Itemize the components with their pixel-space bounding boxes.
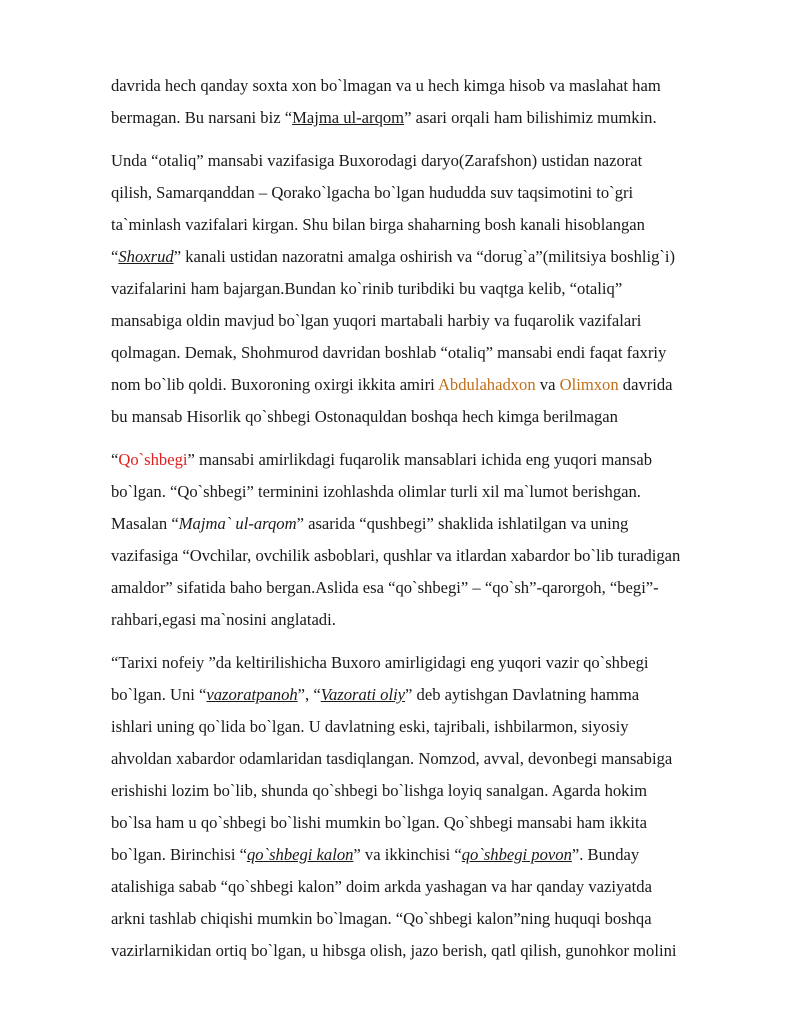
paragraph bbox=[111, 145, 746, 433]
text-run: ” kanali ustidan nazoratni amalga oshirish va “dorug`a”(militsiya boshlig`i) bbox=[173, 247, 676, 266]
text-line bbox=[111, 209, 746, 241]
text-line bbox=[111, 177, 746, 209]
hyperlink[interactable]: Vazorati oliy bbox=[320, 685, 406, 704]
text-run: va bbox=[535, 375, 560, 394]
emphasized-text: Majma` ul-arqom bbox=[178, 514, 297, 533]
text-line bbox=[111, 241, 746, 273]
text-line bbox=[111, 807, 746, 839]
text-run: qolmagan. Demak, Shohmurod davridan boshlab “otaliq” mansabi endi faqat faxriy bbox=[111, 343, 667, 362]
text-run: ”. Bunday bbox=[571, 845, 640, 864]
emphasized-text: Olimxon bbox=[559, 375, 619, 394]
text-run: ”, “ bbox=[297, 685, 321, 704]
text-run: ” deb aytishgan Davlatning hamma bbox=[405, 685, 640, 704]
text-line bbox=[111, 337, 746, 369]
text-line bbox=[111, 540, 746, 572]
text-run: amaldor” sifatida baho bergan.Aslida esa “qo`shbegi” – “qo`sh”-qarorgoh, “begi”- bbox=[111, 578, 659, 597]
text-line bbox=[111, 273, 746, 305]
hyperlink[interactable]: qo`shbegi kalon bbox=[246, 845, 354, 864]
hyperlink[interactable]: vazoratpanoh bbox=[206, 685, 298, 704]
text-run: ” asari orqali ham bilishimiz mumkin. bbox=[404, 108, 657, 127]
hyperlink[interactable]: qo`shbegi povon bbox=[461, 845, 572, 864]
text-run: davrida hech qanday soxta xon bo`lmagan va u hech kimga hisob va maslahat ham bbox=[111, 76, 661, 95]
emphasized-text: Abdulahadxon bbox=[437, 375, 536, 394]
text-line bbox=[111, 476, 746, 508]
text-line bbox=[111, 775, 746, 807]
text-run: erishishi lozim bo`lib, shunda qo`shbegi bo`lishga loyiq sanalgan. Agarda hokim bbox=[111, 781, 647, 800]
text-line bbox=[111, 401, 746, 433]
text-run: vazifasiga “Ovchilar, ovchilik asboblari, qushlar va itlardan xabardor bo`lib turadigan bbox=[111, 546, 681, 565]
text-run: bo`lgan. Uni “ bbox=[111, 685, 207, 704]
text-run: ta`minlash vazifalari kirgan. Shu bilan birga shaharning bosh kanali hisoblangan bbox=[111, 215, 645, 234]
text-run: arkni tashlab chiqishi mumkin bo`lmagan. “Qo`shbegi kalon”ning huquqi boshqa bbox=[111, 909, 652, 928]
text-run: “ bbox=[111, 247, 119, 266]
text-line bbox=[111, 572, 746, 604]
text-line bbox=[111, 369, 746, 401]
text-run: ” asarida “qushbegi” shaklida ishlatilgan va uning bbox=[296, 514, 629, 533]
text-line bbox=[111, 102, 746, 134]
text-run: qilish, Samarqanddan – Qorako`lgacha bo`lgan hududda suv taqsimotini to`gri bbox=[111, 183, 634, 202]
text-run: davrida bbox=[618, 375, 673, 394]
text-run: “Tarixi nofeiy ”da keltirilishicha Buxoro amirligidagi eng yuqori vazir qo`shbegi bbox=[111, 653, 649, 672]
text-run: atalishiga sabab “qo`shbegi kalon” doim arkda yashagan va har qanday vaziyatda bbox=[111, 877, 652, 896]
text-run: bo`lgan. Birinchisi “ bbox=[111, 845, 247, 864]
text-run: ishlari uning qo`lida bo`lgan. U davlatning eski, tajribali, ishbilarmon, siyosiy bbox=[111, 717, 629, 736]
text-line bbox=[111, 305, 746, 337]
text-line bbox=[111, 871, 746, 903]
text-run: nom bo`lib qoldi. Buxoroning oxirgi ikkita amiri bbox=[111, 375, 438, 394]
text-run: bermagan. Bu narsani biz “ bbox=[111, 108, 293, 127]
text-run: vazirlarnikidan ortiq bo`lgan, u hibsga olish, jazo berish, qatl qilish, gunohkor molini bbox=[111, 941, 677, 960]
text-run: Masalan “ bbox=[111, 514, 179, 533]
text-line bbox=[111, 711, 746, 743]
hyperlink[interactable]: Shoxrud bbox=[118, 247, 174, 266]
text-line bbox=[111, 935, 746, 967]
text-line bbox=[111, 145, 746, 177]
text-run: vazifalarini ham bajargan.Bundan ko`rinib turibdiki bu vaqtga kelib, “otaliq” bbox=[111, 279, 623, 298]
hyperlink[interactable]: Majma ul-arqom bbox=[292, 108, 405, 127]
text-run: ” va ikkinchisi “ bbox=[353, 845, 462, 864]
text-run: Unda “otaliq” mansabi vazifasiga Buxorodagi daryo(Zarafshon) ustidan nazorat bbox=[111, 151, 643, 170]
paragraph bbox=[111, 70, 746, 134]
text-run: ahvoldan xabardor odamlaridan tasdiqlangan. Nomzod, avval, devonbegi mansabiga bbox=[111, 749, 673, 768]
text-line bbox=[111, 604, 746, 636]
text-run: rahbari,egasi ma`nosini anglatadi. bbox=[111, 610, 336, 629]
text-line bbox=[111, 70, 746, 102]
text-line bbox=[111, 444, 746, 476]
text-run: bo`lsa ham u qo`shbegi bo`lishi mumkin bo`lgan. Qo`shbegi mansabi ham ikkita bbox=[111, 813, 647, 832]
text-run: ” mansabi amirlikdagi fuqarolik mansablari ichida eng yuqori mansab bbox=[187, 450, 653, 469]
paragraph bbox=[111, 647, 746, 967]
paragraph bbox=[111, 444, 746, 636]
text-run: bo`lgan. “Qo`shbegi” terminini izohlashda olimlar turli xil ma`lumot berishgan. bbox=[111, 482, 641, 501]
text-line bbox=[111, 839, 746, 871]
text-run: mansabiga oldin mavjud bo`lgan yuqori martabali harbiy va fuqarolik vazifalari bbox=[111, 311, 642, 330]
emphasized-text: Qo`shbegi bbox=[118, 450, 188, 469]
text-run: bu mansab Hisorlik qo`shbegi Ostonaquldan boshqa hech kimga berilmagan bbox=[111, 407, 618, 426]
text-line bbox=[111, 679, 746, 711]
text-line bbox=[111, 508, 746, 540]
text-line bbox=[111, 647, 746, 679]
text-run: “ bbox=[111, 450, 119, 469]
text-line bbox=[111, 903, 746, 935]
document-body bbox=[111, 70, 746, 978]
text-line bbox=[111, 743, 746, 775]
